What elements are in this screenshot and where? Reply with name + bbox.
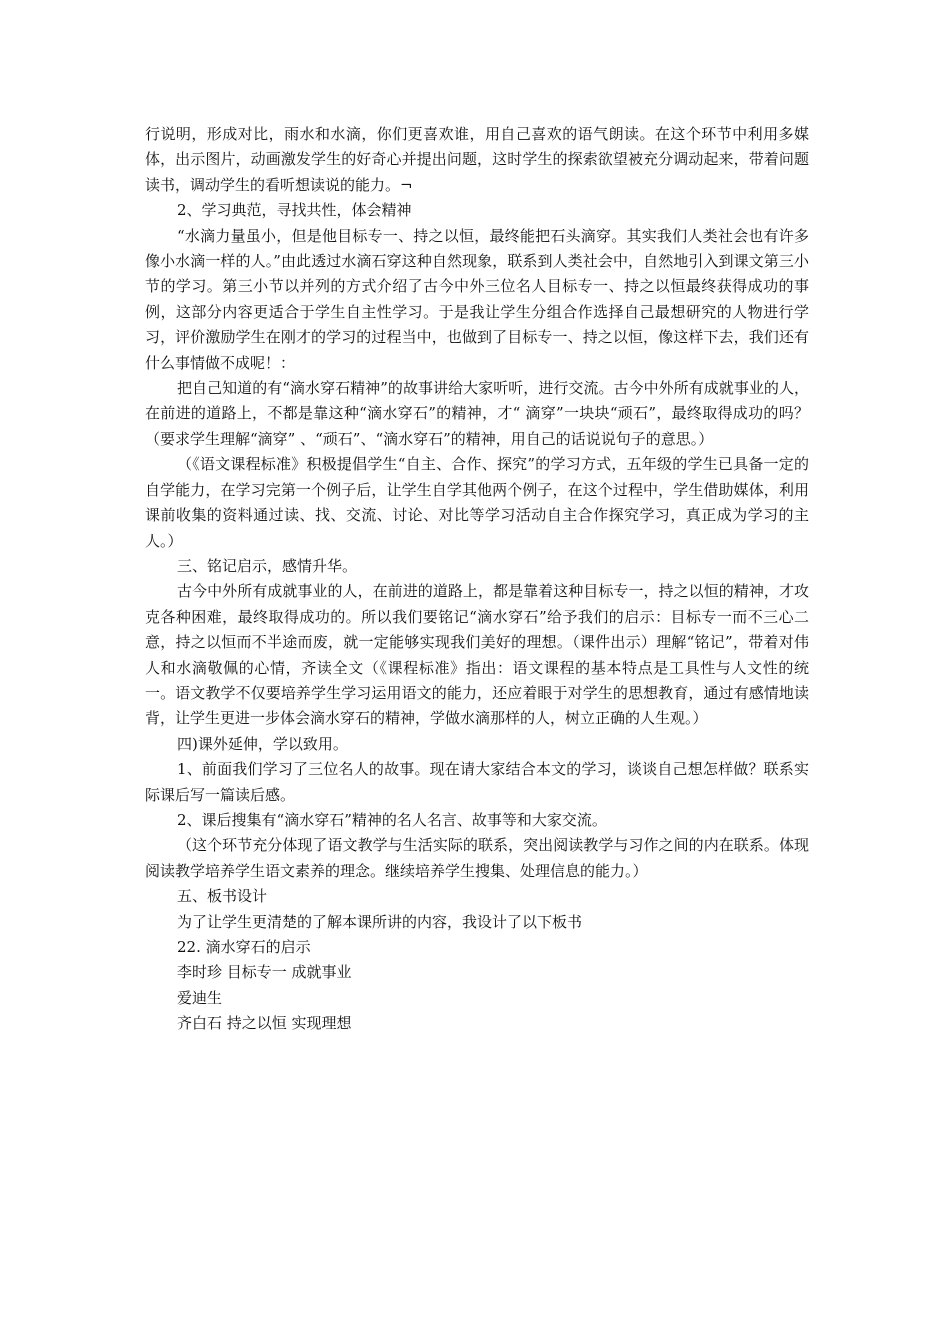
paragraph-story-sharing: 把自己知道的有“滴水穿石精神”的故事讲给大家听听，进行交流。古今中外所有成就事业的人，在前进的道路上，不都是靠这种“滴水穿石”的精神，才“ 滴穿”一块块“顽石”，最终取得成功的吗？（要求学生理解“滴穿” 、“顽石”、“滴水穿石”的精神，用自己的话说说句子的意思。） [145, 379, 809, 448]
board-row-li-shizhen: 李时珍 目标专一 成就事业 [177, 963, 352, 982]
paragraph-extension-2: 2、课后搜集有“滴水穿石”精神的名人名言、故事等和大家交流。 [177, 810, 607, 829]
heading-inspiration: 三、铭记启示，感情升华。 [177, 556, 358, 575]
board-title: 22. 滴水穿石的启示 [177, 938, 311, 956]
document-page [145, 122, 809, 1037]
paragraph-inspiration: 古今中外所有成就事业的人，在前进的道路上，都是靠着这种目标专一，持之以恒的精神，才攻克各种困难，最终取得成功的。所以我们要铭记“滴水穿石”给予我们的启示：目标专一而不三心二意，持之以恒而不半途而废，就一定能够实现我们美好的理想。（课件出示）理解“铭记”，带着对伟人和水滴敬佩的心情，齐读全文（《课程标准》指出：语文课程的基本特点是工具性与人文性的统一。语文教学不仅要培养学生学习运用语文的能力，还应着眼于对学生的思想教育，通过有感情地读背，让学生更进一步体会滴水穿石的精神，学做水滴那样的人，树立正确的人生观。） [145, 582, 809, 728]
paragraph-curriculum-note: （《语文课程标准》积极提倡学生“自主、合作、探究”的学习方式，五年级的学生已具备一定的自学能力，在学习完第一个例子后，让学生自学其他两个例子，在这个过程中，学生借助媒体，利用课前收集的资料通过读、找、交流、讨论、对比等学习活动自主合作探究学习，真正成为学习的主人。） [145, 455, 809, 550]
board-row-qi-baishi: 齐白石 持之以恒 实现理想 [177, 1014, 352, 1033]
heading-study-examples: 2、学习典范，寻找共性，体会精神 [177, 201, 412, 220]
paragraph-board-intro: 为了让学生更清楚的了解本课所讲的内容，我设计了以下板书 [177, 912, 583, 931]
paragraph-extension-note: （这个环节充分体现了语文教学与生活实际的联系，突出阅读教学与习作之间的内在联系。体现阅读教学培养学生语文素养的理念。继续培养学生搜集、处理信息的能力。） [145, 836, 809, 880]
heading-board-design: 五、板书设计 [177, 887, 268, 906]
paragraph-extension-1: 1、前面我们学习了三位名人的故事。现在请大家结合本文的学习，谈谈自己想怎样做？联系实际课后写一篇读后感。 [145, 760, 809, 804]
board-row-edison: 爱迪生 [177, 988, 223, 1007]
heading-extension: 四)课外延伸，学以致用。 [177, 734, 348, 753]
paragraph-water-drop: “水滴力量虽小，但是他目标专一、持之以恒，最终能把石头滴穿。其实我们人类社会也有许多像小水滴一样的人。”由此透过水滴石穿这种自然现象，联系到人类社会中，自然地引入到课文第三小节的学习。第三小节以并列的方式介绍了古今中外三位名人目标专一、持之以恒最终获得成功的事例，这部分内容更适合于学生自主性学习。于是我让学生分组合作选择自己最想研究的人物进行学习，评价激励学生在刚才的学习的过程当中，也做到了目标专一、持之以恒，像这样下去，我们还有什么事情做不成呢！： [145, 226, 809, 372]
paragraph-intro-continued: 行说明，形成对比，雨水和水滴，你们更喜欢谁，用自己喜欢的语气朗读。在这个环节中利用多媒体，出示图片，动画激发学生的好奇心并提出问题，这时学生的探索欲望被充分调动起来，带着问题读书，调动学生的看听想读说的能力。¬ [145, 125, 809, 194]
